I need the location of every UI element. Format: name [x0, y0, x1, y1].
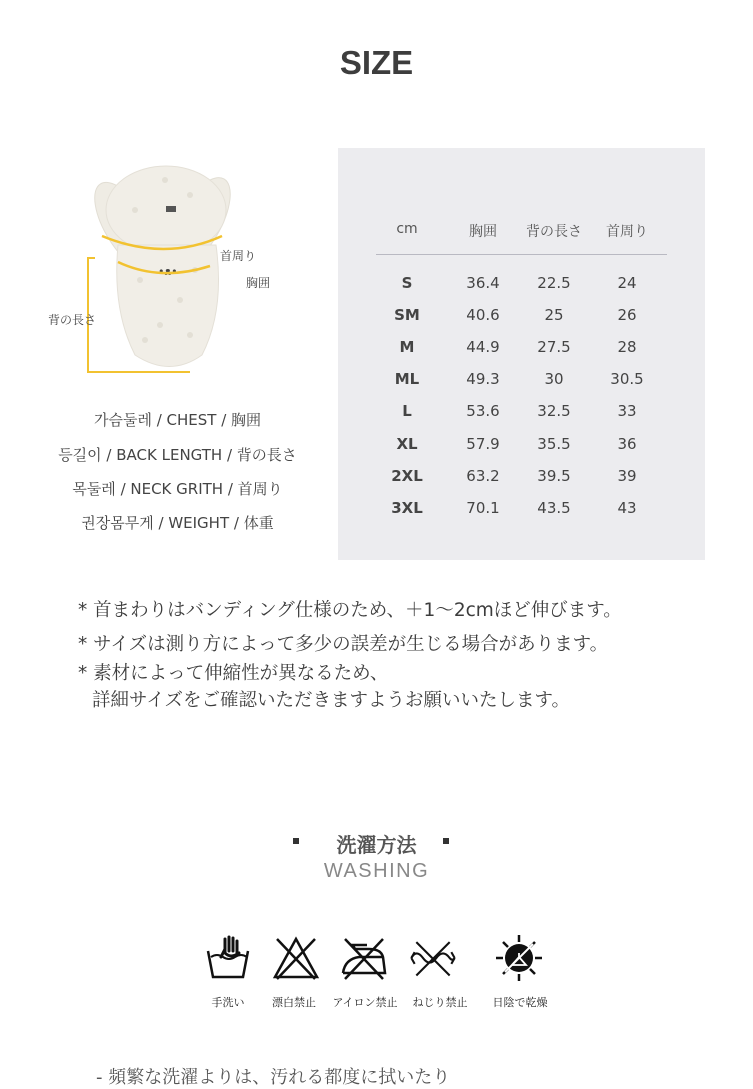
shade-dry-icon [494, 933, 544, 983]
back-length-label: 背の長さ [48, 313, 97, 327]
table-cell-back: 30 [544, 370, 564, 389]
header-neck: 首周り [606, 224, 648, 240]
table-cell-neck: 43 [617, 498, 637, 517]
table-cell-neck: 26 [617, 306, 637, 325]
bullet-square [443, 838, 449, 844]
table-cell-chest: 40.6 [466, 306, 500, 325]
table-cell-neck: 30.5 [610, 370, 644, 389]
shade-dry-label: 日陰で乾燥 [492, 996, 548, 1009]
legend-weight: 권장몸무게 / WEIGHT / 体重 [81, 514, 274, 532]
washing-subtitle: WASHING [323, 860, 430, 882]
table-cell-back: 43.5 [537, 498, 571, 517]
table-cell-back: 27.5 [537, 338, 571, 357]
size-label: XL [396, 434, 418, 453]
header-back-length: 背の長さ [526, 224, 582, 240]
table-divider [376, 254, 667, 255]
note-4: 詳細サイズをご確認いただきますようお願いいたします。 [92, 690, 571, 711]
hand-wash-icon [203, 933, 253, 983]
legend-back-length: 등길이 / BACK LENGTH / 背の長さ [58, 446, 297, 464]
table-cell-neck: 36 [617, 434, 637, 453]
table-cell-chest: 53.6 [466, 402, 500, 421]
no-wring-label: ねじり禁止 [412, 996, 468, 1009]
size-label: L [402, 402, 412, 421]
chest-label: 胸囲 [246, 276, 271, 290]
table-cell-back: 25 [544, 306, 564, 325]
size-label: SM [394, 306, 420, 325]
washing-title: 洗濯方法 [336, 833, 417, 857]
table-cell-neck: 39 [617, 466, 637, 485]
legend-neck: 목둘레 / NECK GRITH / 首周り [72, 480, 283, 498]
footer-text: - 頻繁な洗濯よりは、汚れる都度に拭いたり [96, 1067, 451, 1088]
note-3: * 素材によって伸縮性が異なるため、 [78, 663, 389, 684]
size-label: ML [394, 370, 420, 389]
no-wring-icon [408, 933, 458, 983]
table-cell-back: 39.5 [537, 466, 571, 485]
table-cell-neck: 28 [617, 338, 637, 357]
table-cell-back: 22.5 [537, 274, 571, 292]
table-cell-back: 32.5 [537, 402, 571, 421]
table-cell-chest: 44.9 [466, 338, 500, 357]
table-cell-neck: 33 [617, 402, 637, 421]
size-label: 3XL [391, 498, 423, 517]
header-unit: cm [396, 221, 418, 237]
table-cell-chest: 63.2 [466, 466, 500, 485]
size-label: 2XL [391, 466, 423, 485]
table-cell-neck: 24 [617, 274, 637, 292]
table-cell-chest: 36.4 [466, 274, 500, 292]
table-cell-chest: 70.1 [466, 498, 500, 517]
table-cell-back: 35.5 [537, 434, 571, 453]
size-label: S [401, 274, 413, 292]
legend-chest: 가슴둘레 / CHEST / 胸囲 [93, 411, 262, 429]
page-title: SIZE [339, 44, 414, 81]
no-iron-icon [339, 933, 389, 983]
neck-label: 首周り [220, 249, 257, 263]
table-cell-chest: 57.9 [466, 434, 500, 453]
no-bleach-icon [271, 933, 321, 983]
size-label: M [399, 338, 415, 357]
note-1: * 首まわりはバンディング仕様のため、＋1～2cmほど伸びます。 [78, 600, 622, 621]
table-cell-chest: 49.3 [466, 370, 500, 389]
no-iron-label: アイロン禁止 [332, 996, 398, 1009]
header-chest: 胸囲 [469, 224, 497, 240]
note-2: * サイズは測り方によって多少の誤差が生じる場合があります。 [78, 634, 609, 655]
svg-text:•ᴥ•: •ᴥ• [158, 265, 178, 278]
no-bleach-label: 漂白禁止 [272, 996, 316, 1009]
hand-wash-label: 手洗い [211, 996, 245, 1009]
product-illustration [40, 150, 330, 390]
